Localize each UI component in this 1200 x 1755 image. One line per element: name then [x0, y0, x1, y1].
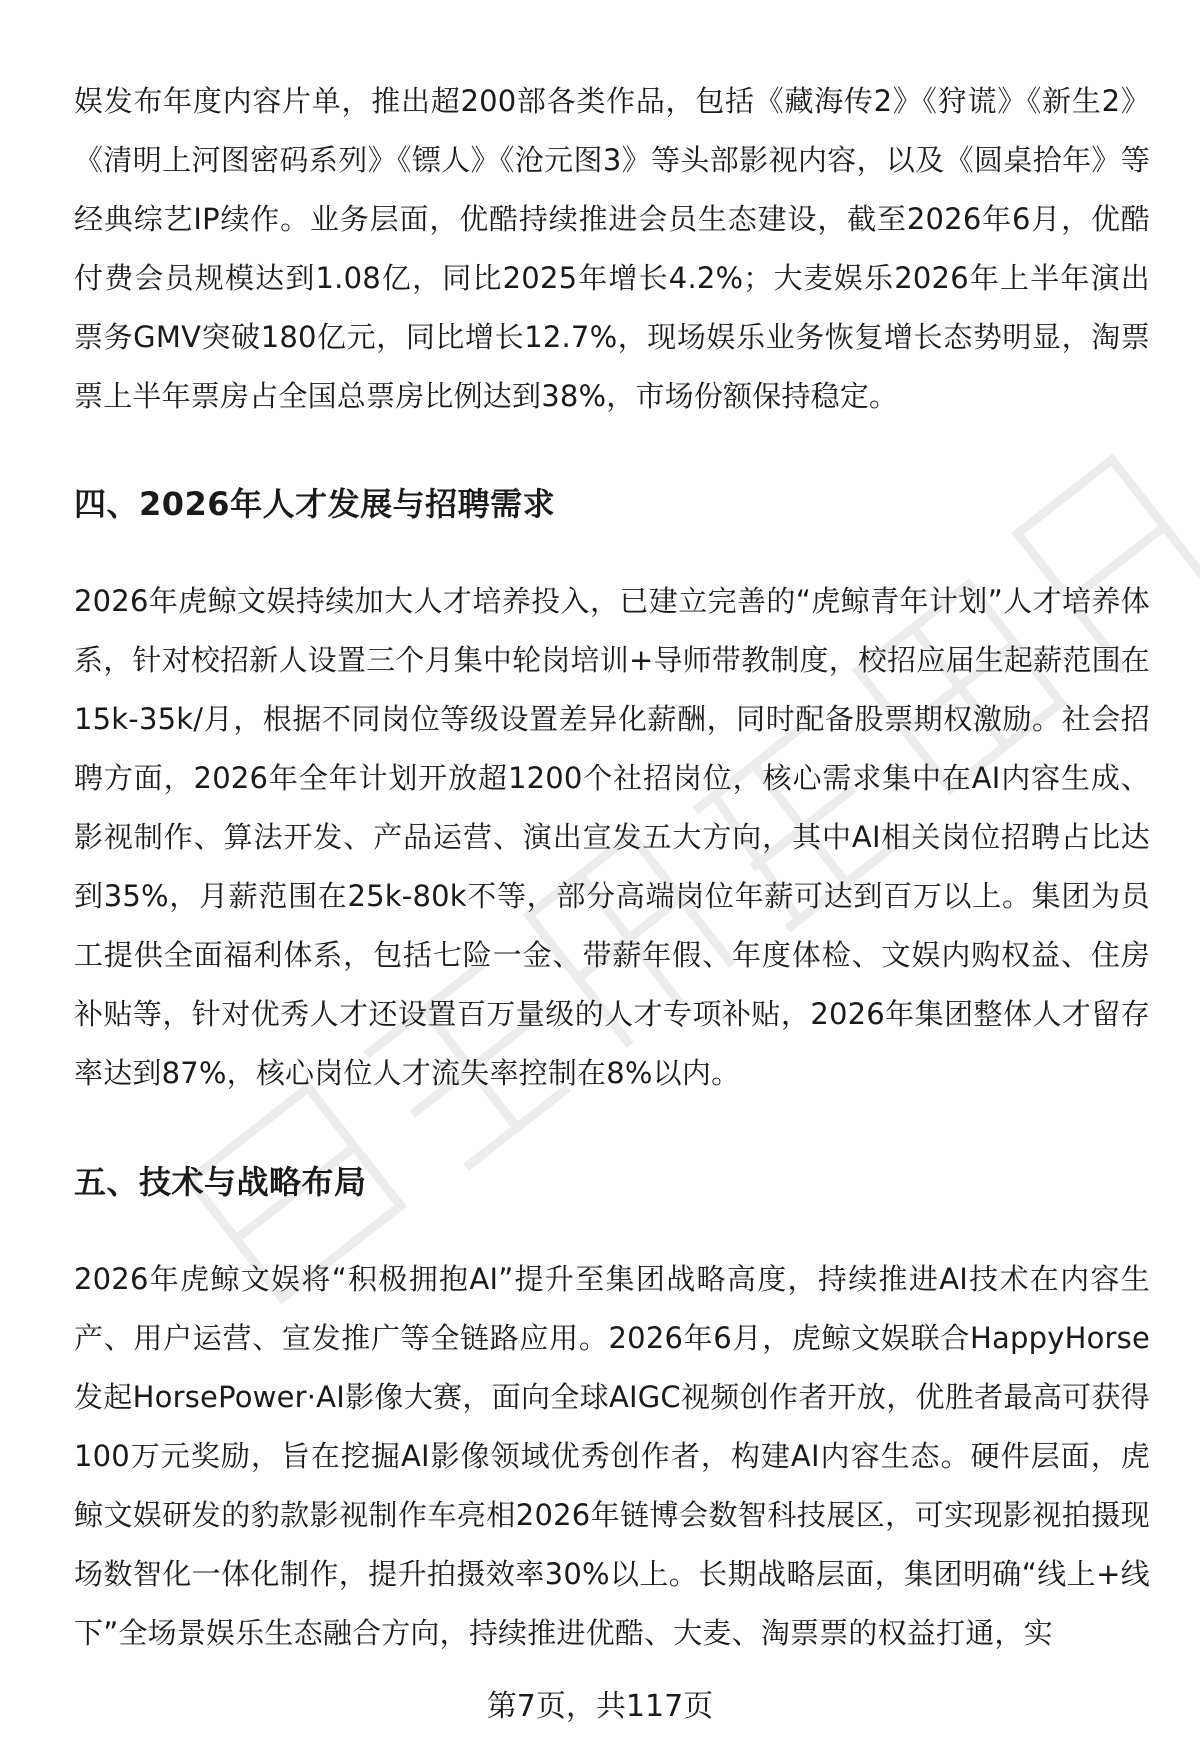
intro-paragraph: 娱发布年度内容片单，推出超200部各类作品，包括《藏海传2》《狩谎》《新生2》《清明上河图密码系列》《镖人》《沧元图3》等头部影视内容，以及《圆桌拾年》等经典综艺IP续作。业务层面，优酷持续推进会员生态建设，截至2026年6月，优酷付费会员规模达到1.08亿，同比2025年增长4.2%；大麦娱乐2026年上半年演出票务GMV突破180亿元，同比增长12.7%，现场娱乐业务恢复增长态势明显，淘票票上半年票房占全国总票房比例达到38%，市场份额保持稳定。 [74, 84, 1150, 413]
section-4-paragraph: 2026年虎鲸文娱持续加大人才培养投入，已建立完善的“虎鲸青年计划”人才培养体系，针对校招新人设置三个月集中轮岗培训+导师带教制度，校招应届生起薪范围在15k-35k/月，根据不同岗位等级设置差异化薪酬，同时配备股票期权激励。社会招聘方面，2026年全年计划开放超1200个社招岗位，核心需求集中在AI内容生成、影视制作、算法开发、产品运营、演出宣发五大方向，其中AI相关岗位招聘占比达到35%，月薪范围在25k-80k不等，部分高端岗位年薪可达到百万以上。集团为员工提供全面福利体系，包括七险一金、带薪年假、年度体检、文娱内购权益、住房补贴等，针对优秀人才还设置百万量级的人才专项补贴，2026年集团整体人才留存率达到87%，核心岗位人才流失率控制在8%以内。 [74, 584, 1150, 1090]
section-5-paragraph: 2026年虎鲸文娱将“积极拥抱AI”提升至集团战略高度，持续推进AI技术在内容生产、用户运营、宣发推广等全链路应用。2026年6月，虎鲸文娱联合HappyHorse发起HorsePower·AI影像大赛，面向全球AIGC视频创作者开放，优胜者最高可获得100万元奖励，旨在挖掘AI影像领域优秀创作者，构建AI内容生态。硬件层面，虎鲸文娱研发的豹款影视制作车亮相2026年链博会数智科技展区，可实现影视拍摄现场数智化一体化制作，提升拍摄效率30%以上。长期战略层面，集团明确“线上+线下”全场景娱乐生态融合方向，持续推进优酷、大麦、淘票票的权益打通，实 [74, 1262, 1150, 1650]
page-number-footer: 第7页，共117页 [486, 1689, 714, 1724]
section-5-heading: 五、技术与战略布局 [74, 1163, 367, 1201]
section-4-heading: 四、2026年人才发展与招聘需求 [74, 485, 556, 523]
